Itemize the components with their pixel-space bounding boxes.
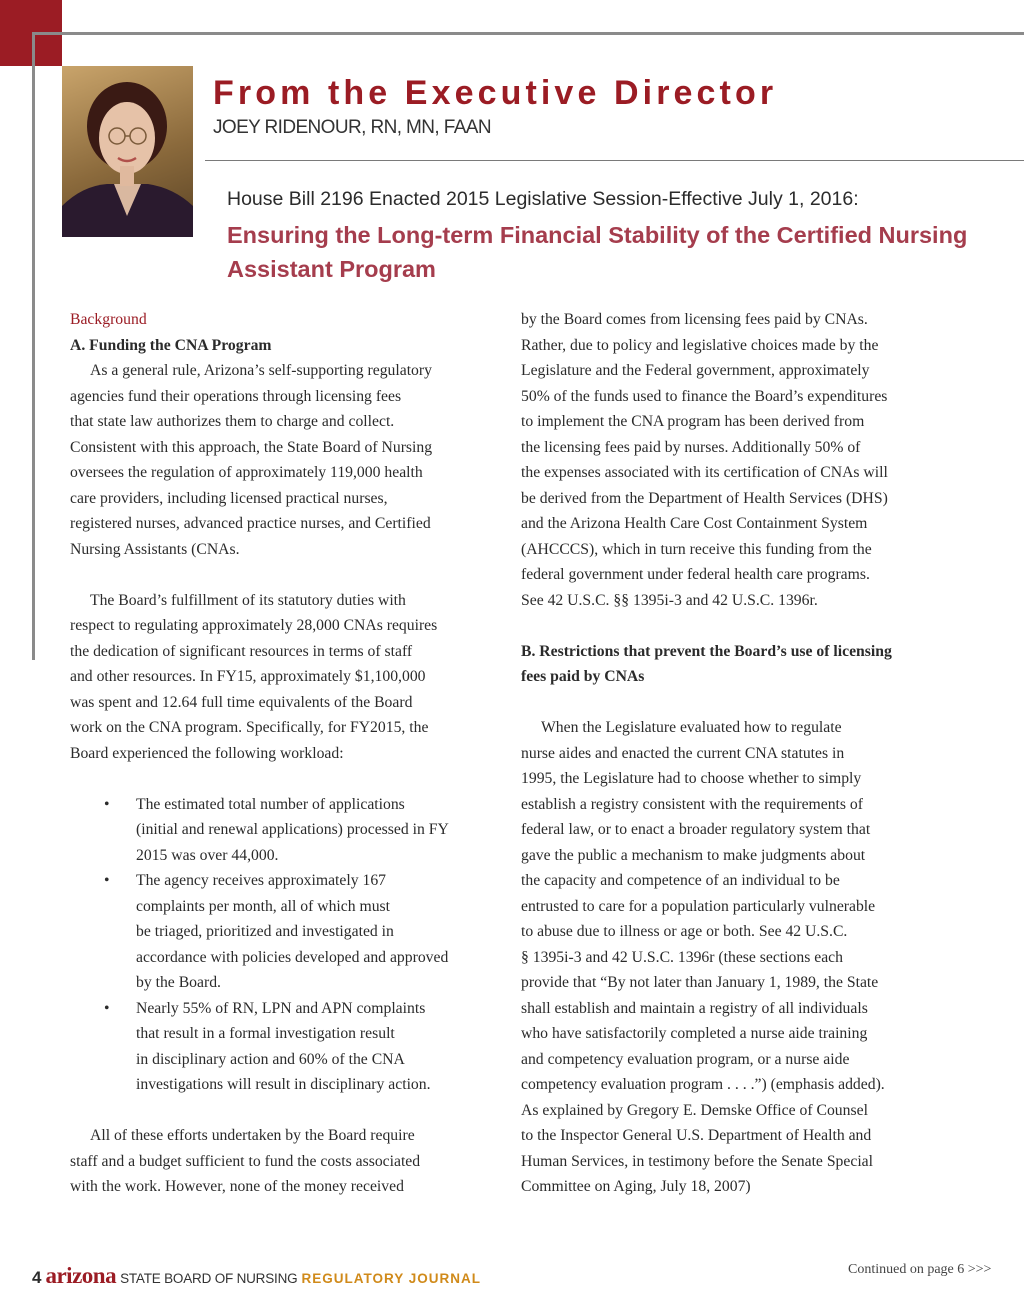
left-column: [70, 307, 510, 1200]
text-line: be derived from the Department of Health Services (DHS): [521, 489, 888, 507]
text-line: respect to regulating approximately 28,000 CNAs requires: [70, 617, 438, 634]
text-line: with the work. However, none of the money received: [70, 1178, 404, 1195]
paragraph-gap: [70, 766, 510, 792]
text-line: fees paid by CNAs: [521, 668, 645, 685]
text-line: entrusted to care for a population particularly vulnerable: [521, 897, 876, 915]
section-heading-background: Background: [70, 311, 147, 328]
text-line: federal law, or to enact a broader regulatory system that: [521, 821, 871, 838]
article-headline: Ensuring the Long-term Financial Stability of the Certified Nursing Assistant Program: [227, 222, 968, 282]
text-line: Board experienced the following workload:: [70, 744, 344, 762]
text-line: As a general rule, Arizona’s self-supporting regulatory: [90, 362, 432, 379]
text-line: to the Inspector General U.S. Department of Health and: [521, 1127, 872, 1144]
text-line: and other resources. In FY15, approximately $1,100,000: [70, 668, 426, 685]
text-line: and competency evaluation program, or a nurse aide: [521, 1050, 850, 1068]
paragraph-efforts: [70, 1123, 510, 1200]
bullet-icon: •: [104, 999, 110, 1017]
text-line: who have satisfactorily completed a nurse aide training: [521, 1025, 868, 1042]
text-line: staff and a budget sufficient to fund the costs associated: [70, 1152, 421, 1170]
bullet-text-line: investigations will result in disciplinary action.: [136, 1076, 431, 1093]
paragraph-workload: [70, 588, 510, 767]
bullet-icon: •: [104, 872, 110, 889]
bullet-icon: •: [104, 795, 110, 813]
subheading-a: A. Funding the CNA Program: [70, 336, 272, 354]
text-line: the expenses associated with its certification of CNAs will: [521, 464, 888, 481]
text-line: Rather, due to policy and legislative choices made by the: [521, 336, 879, 354]
bullet-text-line: that result in a formal investigation result: [136, 1025, 395, 1042]
bullet-text-line: (initial and renewal applications) processed in FY: [136, 821, 449, 838]
text-line: and the Arizona Health Care Cost Containment System: [521, 515, 868, 532]
bullet-text-line: accordance with policies developed and approved: [136, 948, 449, 966]
paragraph-restrictions: [521, 715, 966, 1200]
bill-reference: House Bill 2196 Enacted 2015 Legislative Session-Effective July 1, 2016:: [227, 188, 859, 210]
text-line: competency evaluation program . . . .”) (emphasis added).: [521, 1076, 885, 1093]
text-line: was spent and 12.64 full time equivalents of the Board: [70, 693, 413, 711]
header-rule: [205, 160, 1024, 161]
bullet-text-line: complaints per month, all of which must: [136, 897, 391, 915]
paragraph-gap: [70, 562, 510, 588]
text-line: federal government under federal health care programs.: [521, 566, 870, 583]
author-name: JOEY RIDENOUR, RN, MN, FAAN: [213, 117, 491, 138]
text-line: The Board’s fulfillment of its statutory duties with: [90, 591, 406, 609]
text-line: Human Services, in testimony before the Senate Special: [521, 1152, 873, 1170]
text-line: When the Legislature evaluated how to regulate: [541, 719, 842, 736]
paragraph-funding: [70, 358, 510, 562]
text-line: 50% of the funds used to finance the Board’s expenditures: [521, 387, 888, 405]
workload-bullet-item: [104, 792, 510, 869]
workload-bullet-item: [104, 996, 510, 1098]
text-line: by the Board comes from licensing fees paid by CNAs.: [521, 311, 868, 328]
column-title: From the Executive Director: [213, 74, 778, 112]
text-line: shall establish and maintain a registry of all individuals: [521, 999, 868, 1017]
right-column: [521, 307, 966, 1200]
bullet-text-line: The estimated total number of applications: [136, 795, 405, 813]
continued-link[interactable]: Continued on page 6 >>>: [848, 1262, 992, 1277]
text-line: oversees the regulation of approximately 119,000 health: [70, 464, 423, 481]
text-line: Nursing Assistants (CNAs.: [70, 540, 240, 558]
journal-name: REGULATORY JOURNAL: [301, 1271, 481, 1286]
text-line: registered nurses, advanced practice nurses, and Certified: [70, 515, 431, 532]
text-line: nurse aides and enacted the current CNA statutes in: [521, 744, 845, 762]
workload-bullet-list: [70, 792, 510, 1098]
text-line: provide that “By not later than January 1, 1989, the State: [521, 974, 879, 991]
text-line: Legislature and the Federal government, approximately: [521, 362, 870, 379]
text-line: 1995, the Legislature had to choose whether to simply: [521, 770, 862, 787]
text-line: that state law authorizes them to charge and collect.: [70, 413, 395, 430]
subheading-b: [521, 639, 966, 690]
top-rule: [32, 32, 1024, 35]
page-footer: [32, 1263, 481, 1289]
text-line: See 42 U.S.C. §§ 1395i-3 and 42 U.S.C. 1396r.: [521, 591, 818, 609]
director-portrait-photo: [62, 66, 193, 237]
workload-bullet-item: [104, 868, 510, 996]
text-line: B. Restrictions that prevent the Board’s use of licensing: [521, 642, 892, 660]
bullet-text-line: Nearly 55% of RN, LPN and APN complaints: [136, 999, 426, 1017]
text-line: to abuse due to illness or age or both. See 42 U.S.C.: [521, 923, 848, 940]
text-line: the dedication of significant resources in terms of staff: [70, 642, 413, 660]
text-line: gave the public a mechanism to make judgments about: [521, 846, 866, 864]
portrait-illustration: [62, 66, 193, 237]
bullet-text-line: by the Board.: [136, 974, 221, 991]
paragraph-gap: [521, 613, 966, 639]
text-line: the capacity and competence of an individual to be: [521, 872, 840, 889]
text-line: agencies fund their operations through licensing fees: [70, 387, 402, 405]
text-line: work on the CNA program. Specifically, for FY2015, the: [70, 719, 429, 736]
board-name: STATE BOARD OF NURSING: [120, 1271, 298, 1286]
paragraph-funding-continued: [521, 307, 966, 613]
bullet-text-line: in disciplinary action and 60% of the CNA: [136, 1050, 405, 1068]
text-line: (AHCCCS), which in turn receive this funding from the: [521, 540, 872, 558]
bullet-text-line: The agency receives approximately 167: [136, 872, 387, 889]
bullet-text-line: be triaged, prioritized and investigated in: [136, 923, 394, 940]
text-line: to implement the CNA program has been derived from: [521, 413, 865, 430]
page-number: 4: [32, 1268, 42, 1287]
text-line: Committee on Aging, July 18, 2007): [521, 1178, 751, 1195]
paragraph-gap: [521, 690, 966, 716]
left-rule: [32, 32, 35, 660]
text-line: All of these efforts undertaken by the Board require: [90, 1127, 415, 1144]
bullet-text-line: 2015 was over 44,000.: [136, 846, 279, 864]
arizona-wordmark: arizona: [45, 1263, 117, 1288]
text-line: establish a registry consistent with the requirements of: [521, 795, 863, 813]
text-line: § 1395i-3 and 42 U.S.C. 1396r (these sections each: [521, 948, 843, 966]
text-line: care providers, including licensed practical nurses,: [70, 489, 388, 507]
paragraph-gap: [70, 1098, 510, 1124]
text-line: Consistent with this approach, the State Board of Nursing: [70, 438, 433, 456]
text-line: As explained by Gregory E. Demske Office of Counsel: [521, 1101, 868, 1119]
text-line: the licensing fees paid by nurses. Additionally 50% of: [521, 438, 861, 456]
